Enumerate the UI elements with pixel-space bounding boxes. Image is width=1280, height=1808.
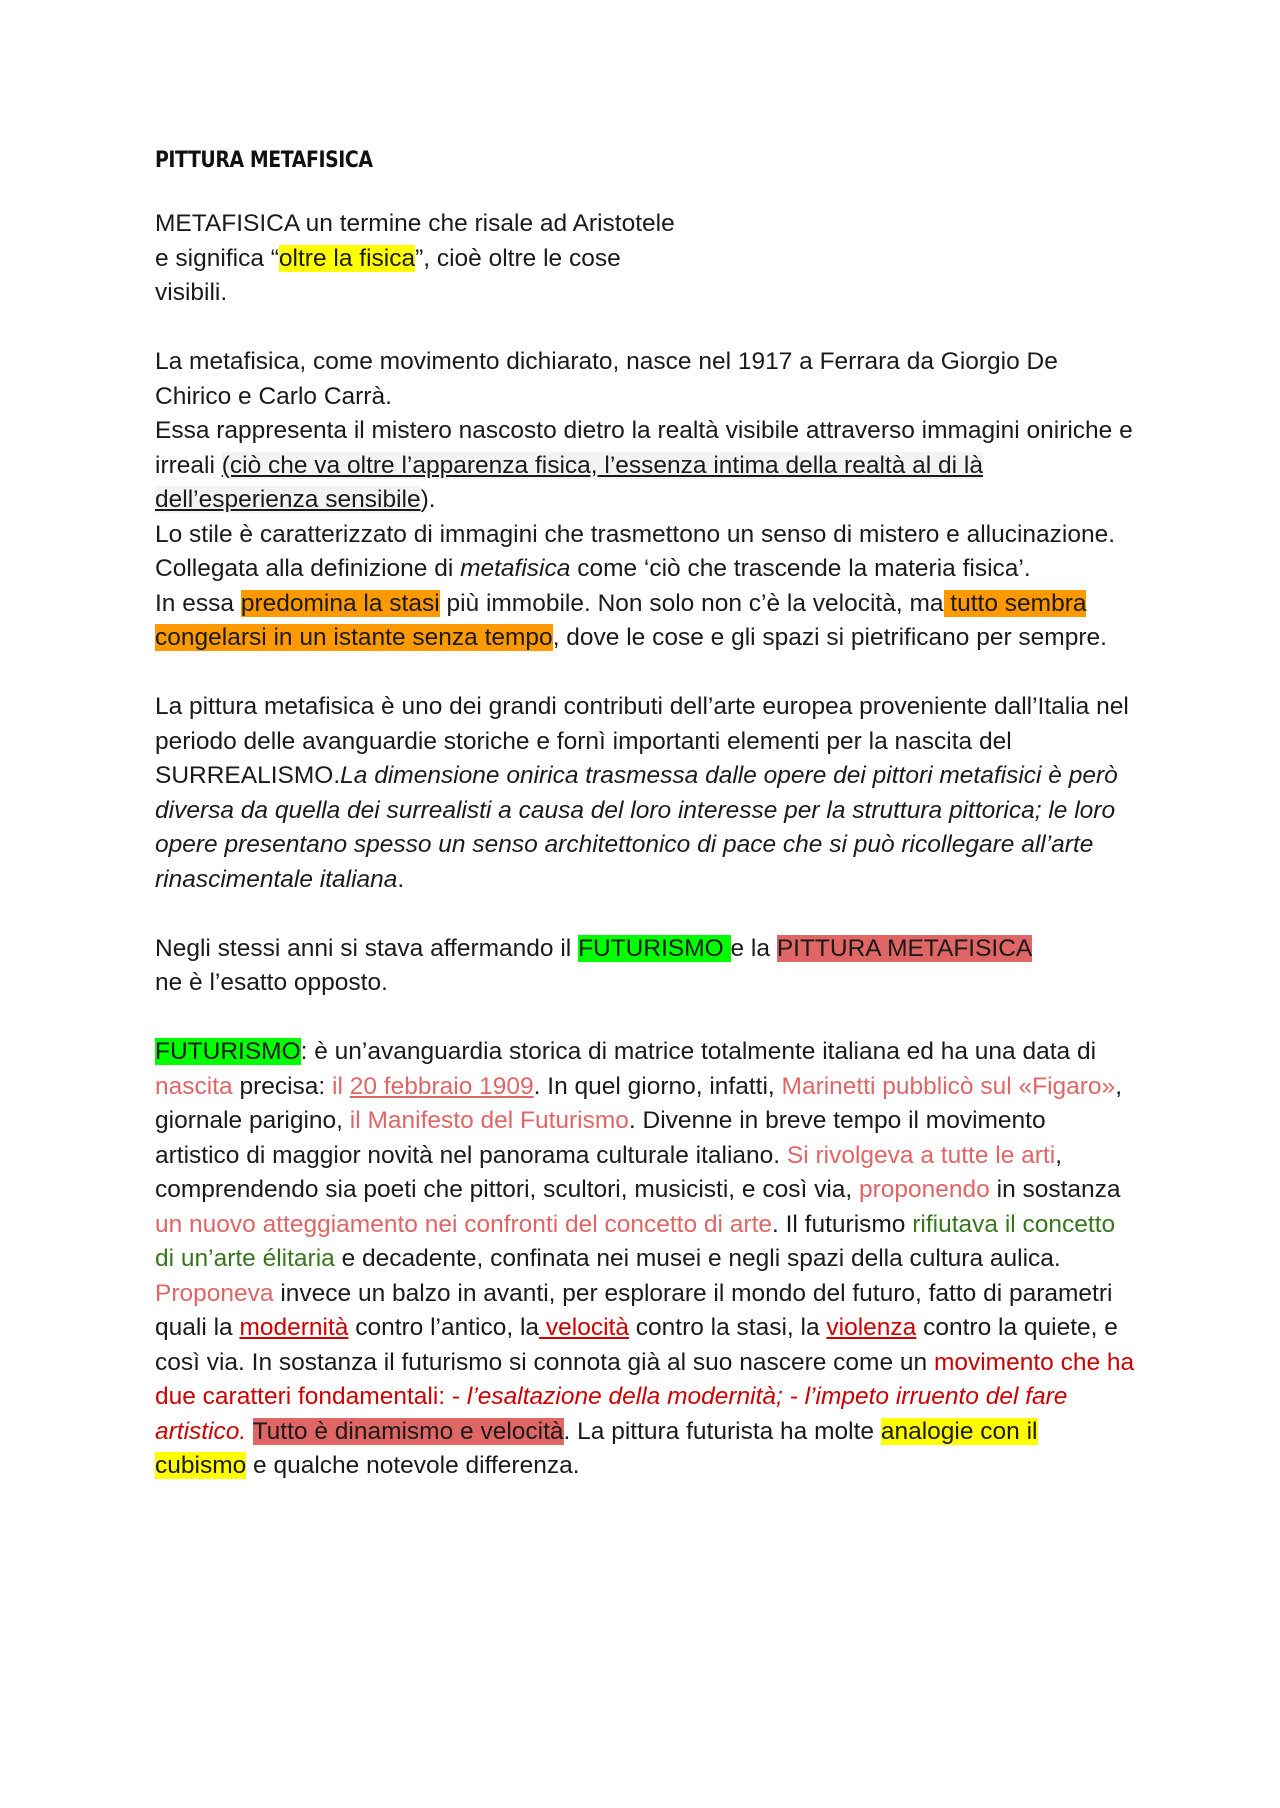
text: Lo stile è caratterizzato di immagini che trasmettono un senso di mistero e allucinazione. Collegata alla definizione di — [155, 520, 1116, 582]
highlight-red: PITTURA METAFISICA — [776, 934, 1033, 962]
dark-red-text: movimento che ha due caratteri fondamentali: - — [155, 1348, 1135, 1410]
text: METAFISICA un termine che risale ad Aristotele — [155, 210, 675, 237]
text: come ‘ciò che trascende la materia fisica’. — [570, 555, 1031, 582]
italic-text: metafisica — [460, 555, 571, 582]
paragraph-surrealism — [155, 690, 1135, 897]
red-text: Marinetti pubblicò sul «Figaro» — [781, 1072, 1116, 1100]
text: contro la quiete, e così via. In sostanza il futurismo si connota già al suo nascere come un — [155, 1314, 1118, 1376]
text: ”, cioè oltre le cose — [415, 244, 621, 272]
text: in sostanza — [989, 1176, 1121, 1203]
text: più immobile. Non solo non c’è la velocità, ma — [439, 589, 944, 617]
text: precisa: — [232, 1072, 333, 1100]
green-text: rifiutava il concetto di un’arte élitaria — [155, 1210, 1116, 1272]
red-underlined-text: velocità — [539, 1314, 629, 1341]
red-text: un nuovo atteggiamento nei confronti del concetto di arte — [155, 1210, 772, 1238]
paragraph-definition — [155, 207, 1135, 311]
text: La metafisica, come movimento dichiarato, nasce nel 1917 a Ferrara da Giorgio De Chirico e Carlo Carrà. — [155, 348, 1058, 410]
red-underlined-text: violenza — [826, 1314, 917, 1341]
text: , dove le cose e gli spazi si pietrificano per sempre. — [552, 624, 1107, 651]
text — [246, 1418, 252, 1445]
red-text: Si rivolgeva a tutte le arti — [786, 1141, 1056, 1169]
highlight-red: Tutto è dinamismo e velocità — [252, 1417, 564, 1445]
text: In essa — [155, 589, 241, 617]
text: e la — [730, 934, 777, 962]
italic-text: La dimensione onirica trasmessa dalle opere dei pittori metafisici è però diversa da quella dei surrealisti a causa del loro interesse per la struttura pittorica; le loro opere presentano spesso un senso architettonico di pace che si può ricollegare all’arte rinascimentale italiana — [155, 762, 1118, 893]
highlight-green: FUTURISMO — [155, 1038, 301, 1065]
text: e significa “ — [155, 244, 279, 272]
text: e decadente, confinata nei musei e negli spazi della cultura aulica. — [334, 1245, 1061, 1272]
text: . In quel giorno, infatti, — [533, 1072, 782, 1100]
text: Negli stessi anni si stava affermando il — [155, 934, 579, 962]
red-text: proponendo — [859, 1176, 990, 1203]
text: invece un balzo in avanti, per esplorare il mondo del futuro, fatto di parametri quali la — [155, 1279, 1113, 1341]
text: e qualche notevole differenza. — [246, 1452, 580, 1479]
text: : è un’avanguardia storica di matrice totalmente italiana ed ha una data di — [300, 1038, 1097, 1065]
red-text: il Manifesto del Futurismo — [349, 1107, 629, 1134]
text: Essa rappresenta il mistero nascosto dietro la realtà visibile attraverso immagini oniriche e irreali — [155, 417, 1133, 479]
dark-red-italic-text: l’esaltazione della modernità; - l’impeto irruento del fare artistico. — [155, 1383, 1068, 1445]
red-underlined-text: modernità — [239, 1314, 349, 1341]
text: . Il futurismo — [772, 1210, 913, 1238]
highlight-green: FUTURISMO — [578, 934, 731, 962]
underlined-text: (ciò che va oltre l’apparenza fisica, l’essenza intima della realtà al di là dell’esperienza sensibile — [155, 451, 983, 513]
highlight-yellow: analogie con il cubismo — [155, 1417, 1038, 1479]
red-text: nascita — [155, 1072, 233, 1100]
document-title: PITTURA METAFISICA — [155, 148, 373, 173]
red-text: il — [332, 1072, 350, 1100]
paragraph-comparison — [155, 932, 1135, 1001]
highlight-yellow: oltre la fisica — [278, 244, 416, 272]
paragraph-futurism — [155, 1035, 1135, 1484]
text: . Divenne in breve tempo il movimento artistico di maggior novità nel panorama culturale italiano. — [155, 1107, 1046, 1169]
text: . La pittura futurista ha molte — [563, 1417, 881, 1445]
text: , comprendendo sia poeti che pittori, scultori, musicisti, e così via, — [155, 1141, 1062, 1203]
red-underlined-text: 20 febbraio 1909 — [349, 1072, 534, 1100]
text: contro la stasi, la — [628, 1314, 827, 1341]
text: ). — [420, 486, 436, 513]
red-text: Proponeva — [155, 1279, 274, 1307]
document-page — [155, 148, 1135, 1484]
text: , giornale parigino, — [155, 1072, 1122, 1134]
text: La pittura metafisica è uno dei grandi contributi dell’arte europea proveniente dall’Italia nel periodo delle avanguardie storiche e fornì importanti elementi per la nascita del SURREALISMO. — [155, 693, 1129, 789]
text: contro l’antico, la — [348, 1314, 540, 1341]
text: visibili. — [155, 279, 228, 306]
highlight-orange: predomina la stasi — [240, 589, 440, 617]
text: . — [397, 865, 405, 893]
paragraph-history — [155, 345, 1135, 656]
highlight-orange: tutto sembra congelarsi in un istante senza tempo — [155, 589, 1087, 651]
text: ne è l’esatto opposto. — [155, 969, 388, 996]
